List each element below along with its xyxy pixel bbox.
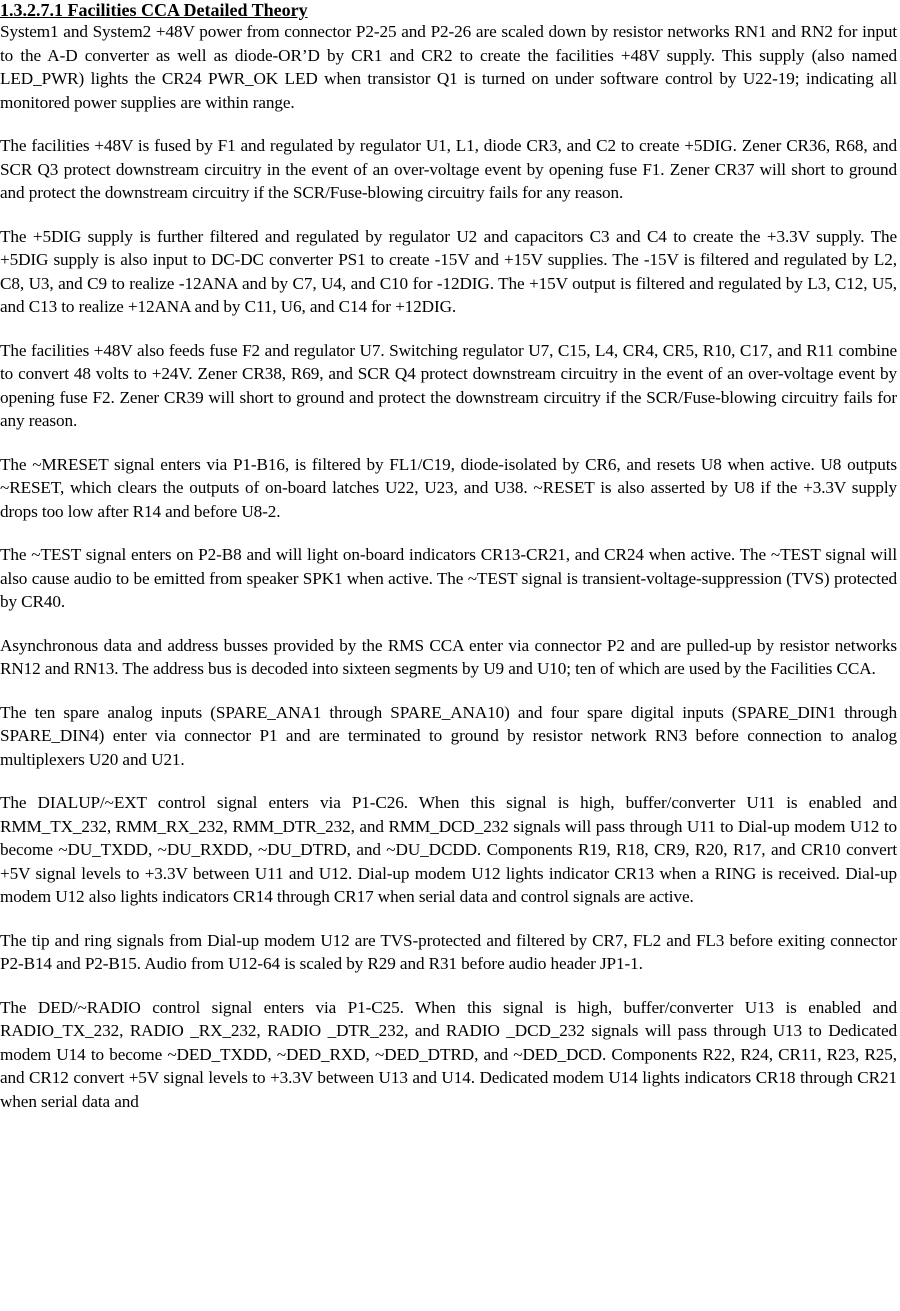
paragraph-24v-regulator: The facilities +48V also feeds fuse F2 and regulator U7. Switching regulator U7, C15, L4, CR4, CR5, R10, C17, and R11 combine to convert 48 volts to +24V. Zener CR38, R69, and SCR Q4 protect downstream circuitry in the event of an over-voltage event by opening fuse F2. Zener CR39 will short to ground and protect the downstream circuitry if the SCR/Fuse-blowing circuitry fails for any reason. (0, 340, 897, 430)
paragraph-spare-inputs: The ten spare analog inputs (SPARE_ANA1 through SPARE_ANA10) and four spare digital inputs (SPARE_DIN1 through SPARE_DIN4) enter via connector P1 and are terminated to ground by resistor network RN3 before connection to analog multiplexers U20 and U21. (0, 702, 897, 769)
paragraph-dedicated-radio-control: The DED/~RADIO control signal enters via P1-C25. When this signal is high, buffer/converter U13 is enabled and RADIO_TX_232, RADIO _RX_232, RADIO _DTR_232, and RADIO _DCD_232 signals will pass through U13 to Dedicated modem U14 to become ~DED_TXDD, ~DED_RXD, ~DED_DTRD, and ~DED_DCD. Components R22, R24, CR11, R23, R25, and CR12 convert +5V signal levels to +3.3V between U13 and U14. Dedicated modem U14 lights indicators CR18 through CR21 when serial data and (0, 997, 897, 1111)
paragraph-5dig-regulation: The facilities +48V is fused by F1 and regulated by regulator U1, L1, diode CR3, and C2 to create +5DIG. Zener CR36, R68, and SCR Q3 protect downstream circuitry in the event of an over-voltage event by opening fuse F1. Zener CR37 will short to ground and protect the downstream circuitry if the SCR/Fuse-blowing circuitry fails for any reason. (0, 136, 897, 202)
paragraph-tip-ring: The tip and ring signals from Dial-up modem U12 are TVS-protected and filtered by CR7, FL2 and FL3 before exiting connector P2-B14 and P2-B15. Audio from U12-64 is scaled by R29 and R31 before audio header JP1-1. (0, 930, 897, 973)
paragraph-mreset-signal: The ~MRESET signal enters via P1-B16, is filtered by FL1/C19, diode-isolated by CR6, and resets U8 when active. U8 outputs ~RESET, which clears the outputs of on-board latches U22, U23, and U38. ~RESET is also asserted by U8 if the +3.3V supply drops too low after R14 and before U8-2. (0, 454, 897, 521)
paragraph-test-signal: The ~TEST signal enters on P2-B8 and will light on-board indicators CR13-CR21, and CR24 when active. The ~TEST signal will also cause audio to be emitted from speaker SPK1 when active. The ~TEST signal is transient-voltage-suppression (TVS) protected by CR40. (0, 545, 897, 611)
paragraph-power-supply: System1 and System2 +48V power from connector P2-25 and P2-26 are scaled down by resistor networks RN1 and RN2 for input to the A-D converter as well as diode-OR’D by CR1 and CR2 to create the facilities +48V supply. This supply (also named LED_PWR) lights the CR24 PWR_OK LED when transistor Q1 is turned on under software control by U22-19; indicating all monitored power supplies are within range. (0, 22, 897, 112)
section-heading: 1.3.2.7.1 Facilities CCA Detailed Theory (0, 0, 308, 20)
paragraph-3v3-supplies: The +5DIG supply is further filtered and regulated by regulator U2 and capacitors C3 and C4 to create the +3.3V supply. The +5DIG supply is also input to DC-DC converter PS1 to create -15V and +15V supplies. The -15V is filtered and regulated by L2, C8, U3, and C9 to realize -12ANA and by C7, U4, and C10 for -12DIG. The +15V output is filtered and regulated by L3, C12, U5, and C13 to realize +12ANA and by C11, U6, and C14 for +12DIG. (0, 226, 897, 316)
paragraph-data-address-busses: Asynchronous data and address busses provided by the RMS CCA enter via connector P2 and are pulled-up by resistor networks RN12 and RN13. The address bus is decoded into sixteen segments by U9 and U10; ten of which are used by the Facilities CCA. (0, 635, 897, 678)
paragraph-dialup-control: The DIALUP/~EXT control signal enters via P1-C26. When this signal is high, buffer/converter U11 is enabled and RMM_TX_232, RMM_RX_232, RMM_DTR_232, and RMM_DCD_232 signals will pass through U11 to Dial-up modem U12 to become ~DU_TXDD, ~DU_RXDD, ~DU_DTRD, and ~DU_DCDD. Components R19, R18, CR9, R20, R17, and CR10 convert +5V signal levels to +3.3V between U11 and U12. Dial-up modem U12 lights indicator CR13 when a RING is received. Dial-up modem U12 also lights indicators CR14 through CR17 when serial data and control signals are active. (0, 793, 897, 906)
